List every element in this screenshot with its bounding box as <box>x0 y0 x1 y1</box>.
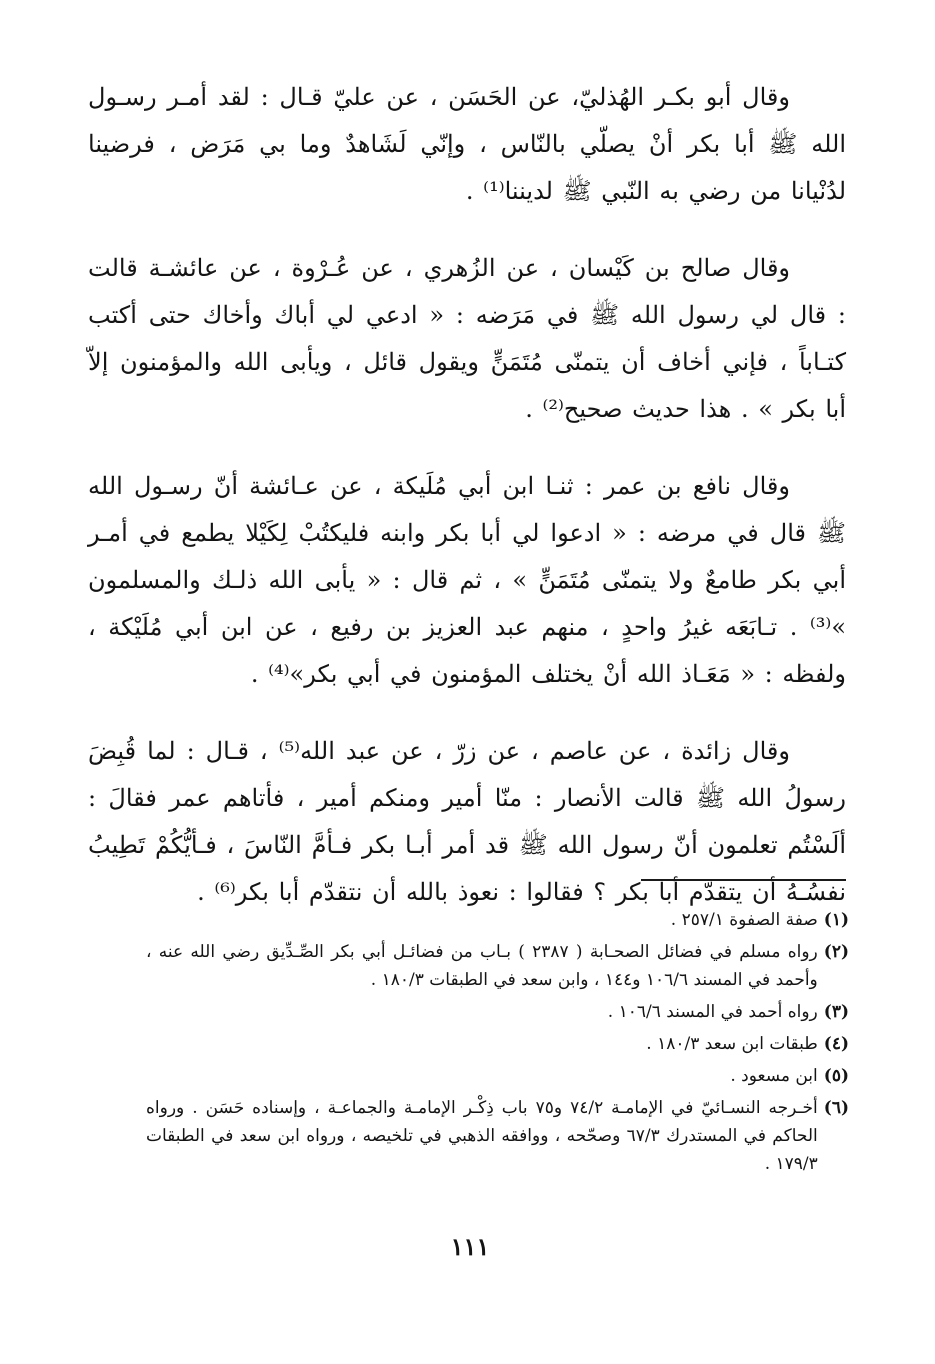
footnote <box>146 938 849 994</box>
footnote-text: رواه أحمد في المسند ١٠٦/٦ . <box>607 1002 818 1022</box>
footnote-number: (٥) <box>823 1066 849 1086</box>
footnote-number: (٢) <box>823 942 849 962</box>
paragraph: وقال نافع بن عمر : ثنـا ابن أبي مُلَيكة ، عن عـائشة أنّ رسـول الله ﷺ قال في مرضه : « ادعوا لي أبا بكر وابنه فليكتُبْ لِكَيْلا يطمع في أمـر أبي بكر طامعٌ ولا يتمنّى مُتَمَنٍّ » ، ثم قال : « يأبى الله ذلـك والمسلمون »⁽³⁾ . تـابَعَه غيرُ واحدٍ ، منهم عبد العزيز بن رفيع ، عن ابن أبي مُلَيْكة ، ولفظه : « مَعَـاذ الله أنْ يختلف المؤمنون في أبي بكر»⁽⁴⁾ . <box>88 472 846 688</box>
footnote-text: صفة الصفوة ٢٥٧/١ . <box>670 910 818 930</box>
footnote-text: رواه مسلم في فضائل الصحـابة ( ٢٣٨٧ ) بـاب من فضائـل أبي بكر الصِّـدِّيق رضي الله عنه ، وأحمد في المسند ١٠٦/٦ و١٤٤ ، وابن سعد في الطبقات ١٨٠/٣ . <box>146 942 818 990</box>
footnote-number: (٣) <box>823 1002 849 1022</box>
paragraph: وقال صالح بن كَيْسان ، عن الزُهري ، عن عُـرْوة ، عن عائشـة قالت : قال لي رسول الله ﷺ في مَرَضه : « ادعي لي أباك وأخاك حتى أكتب كتـاباً ، فإني أخاف أن يتمنّى مُتَمَنٍّ ويقول قائل ، ويأبى الله والمؤمنون إلاّ أبا بكر » . هذا حديث صحيح⁽²⁾ . <box>88 254 846 423</box>
main-text <box>88 74 846 916</box>
footnote <box>146 1030 849 1058</box>
page-number: ١١١ <box>450 1232 490 1261</box>
footnote <box>146 998 849 1026</box>
footnotes <box>146 906 849 1182</box>
footnote-number: (٤) <box>823 1034 849 1054</box>
paragraph: وقال أبو بكـر الهُذليّ، عن الحَسَن ، عن عليّ قـال : لقد أمـر رسـول الله ﷺ أبا بكر أنْ يصلّي بالنّاس ، وإنّي لَشَاهدٌ وما بي مَرَض ، فرضينا لدُنْيانا من رضي به النّبي ﷺ لديننا⁽¹⁾ . <box>88 83 846 205</box>
paragraph: وقال زائدة ، عن عاصم ، عن زرّ ، عن عبد الله⁽⁵⁾ ، قـال : لما قُبِضَ رسولُ الله ﷺ قالت الأنصار : منّا أمير ومنكم أمير ، فأتاهم عمر فقالَ : ألَسْتُم تعلمون أنّ رسول الله ﷺ قد أمر أبـا بكر فـأمَّ النّاسَ ، فـأيُّكُمْ تَطِيبُ نفسُـهُ أن يتقدّم أبا بكر ؟ فقالوا : نعوذ بالله أن نتقدّم أبا بكر⁽⁶⁾ . <box>88 737 846 906</box>
footnote-text: طبقات ابن سعد ١٨٠/٣ . <box>646 1034 818 1054</box>
footnote <box>146 906 849 934</box>
footnote-text: ابن مسعود . <box>730 1066 818 1086</box>
footnote-separator <box>641 879 846 881</box>
footnote <box>146 1062 849 1090</box>
footnote-number: (١) <box>823 910 849 930</box>
footnote-number: (٦) <box>823 1098 849 1118</box>
footnote-text: أخـرجه النسـائيّ في الإمامـة ٧٤/٢ و٧٥ باب ذِكْـر الإمامـة والجماعـة ، وإسناده حَسَن . ورواه الحاكم في المستدرك ٦٧/٣ وصحّحه ، ووافقه الذهبي في تلخيصه ، ورواه ابن سعد في الطبقات ١٧٩/٣ . <box>146 1098 818 1174</box>
footnote <box>146 1094 849 1178</box>
